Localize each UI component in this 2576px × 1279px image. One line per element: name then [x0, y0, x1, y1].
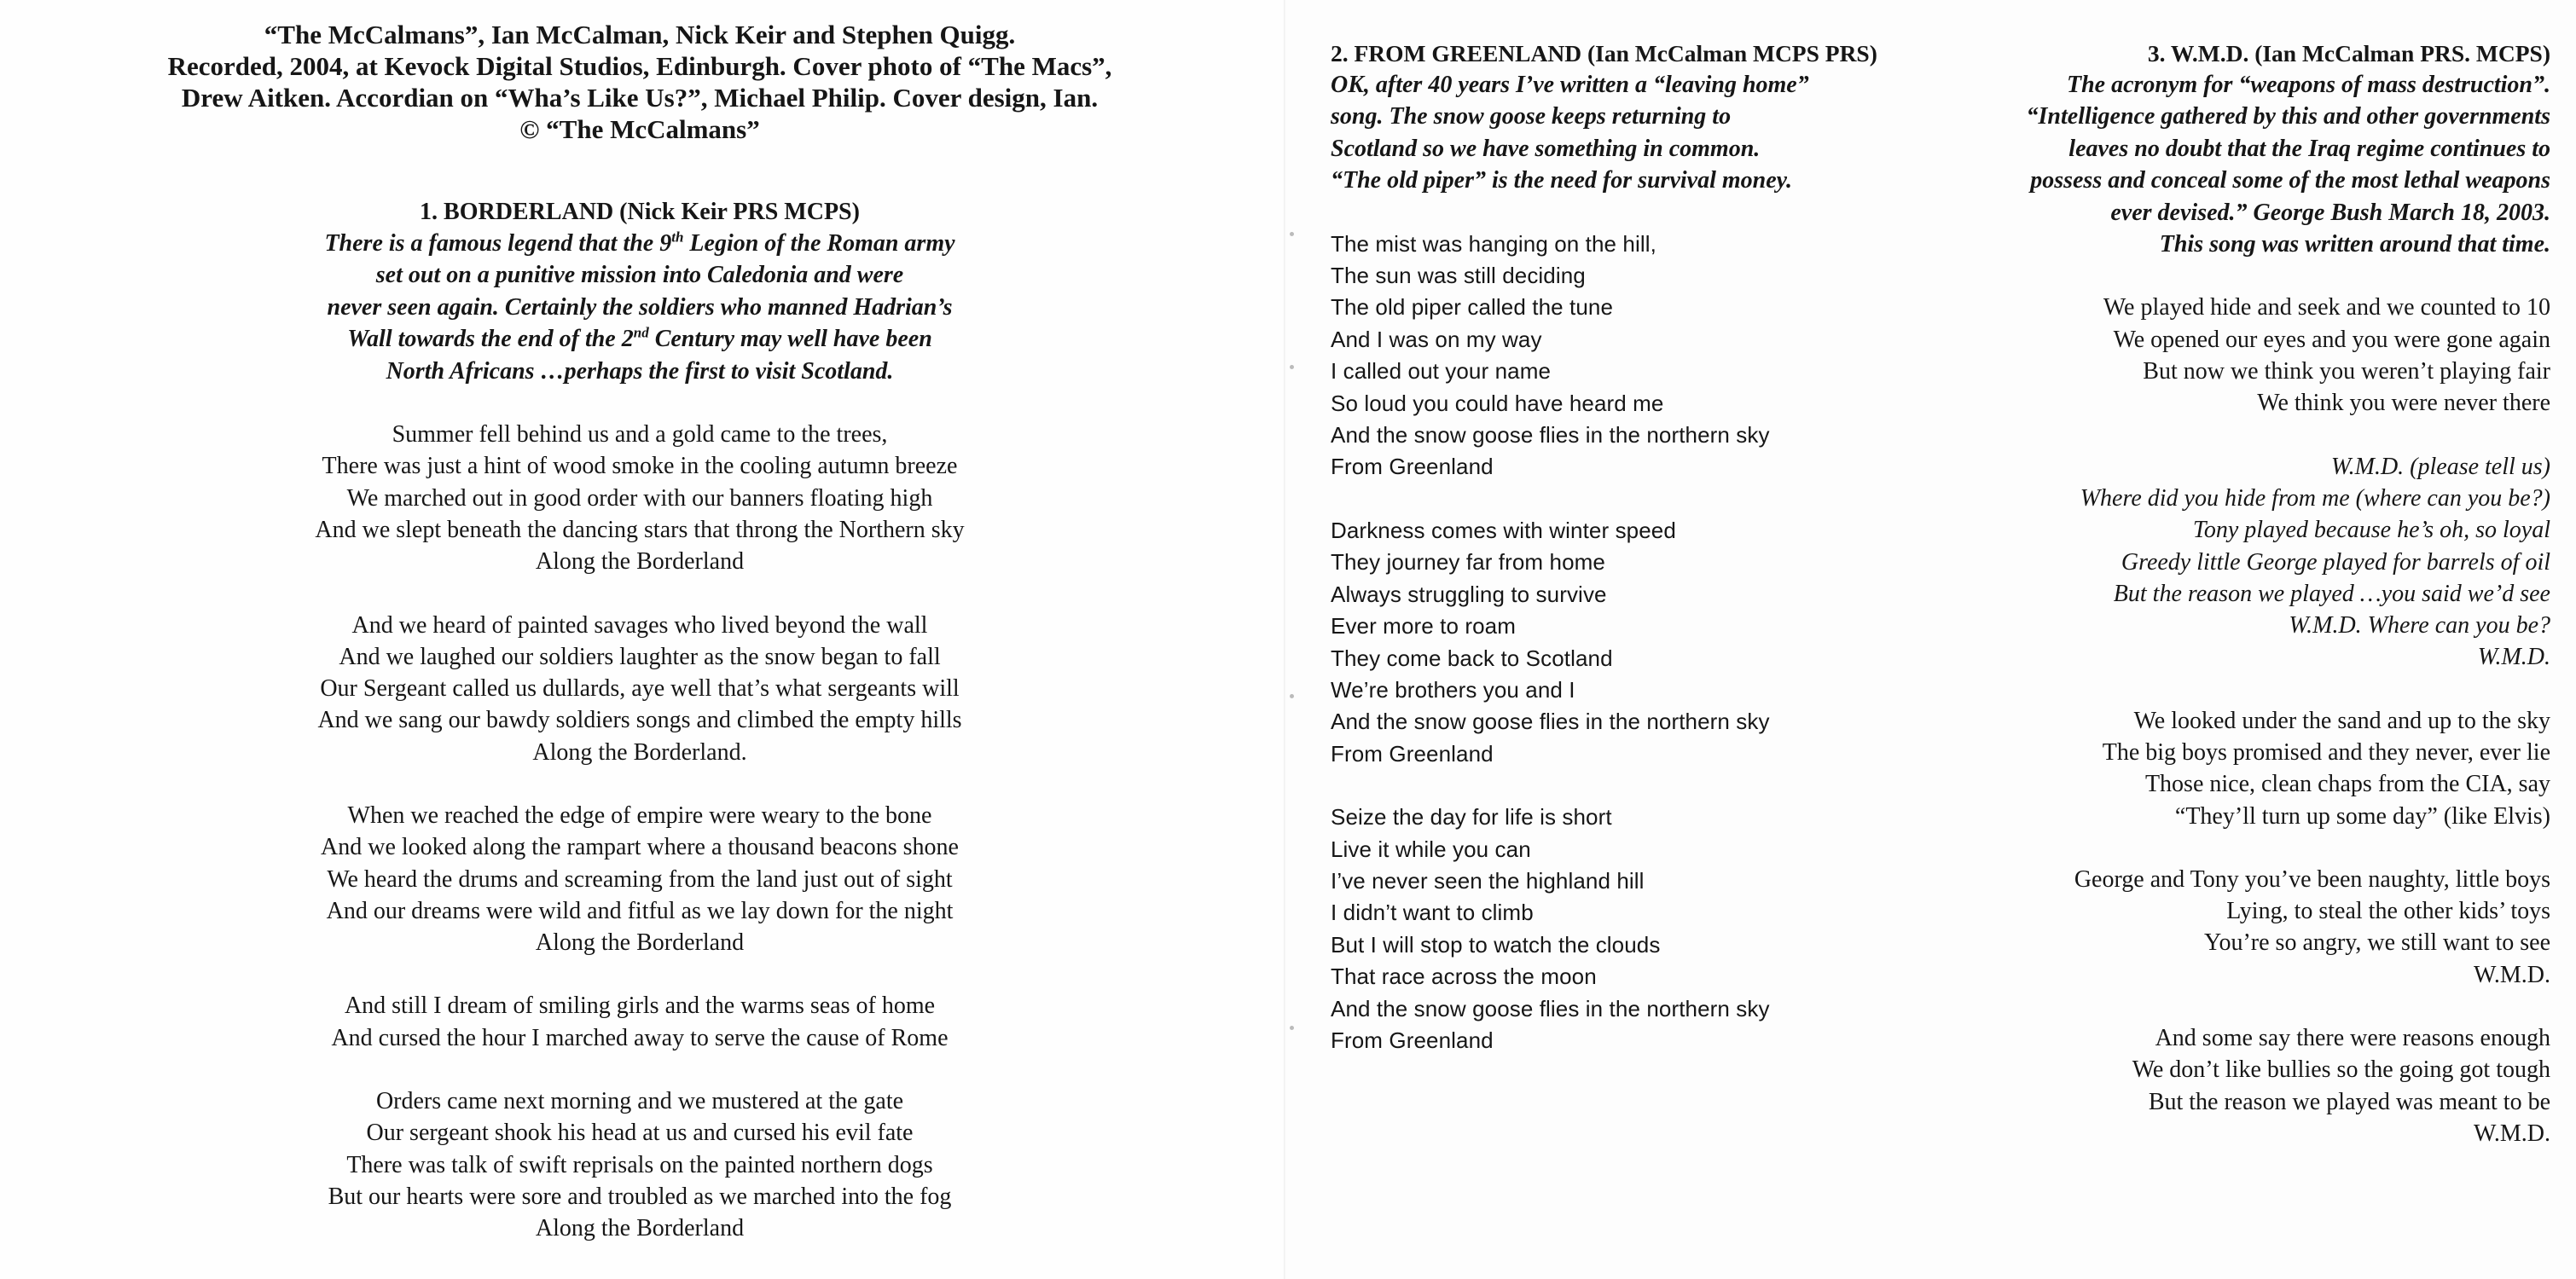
lyric-line: Orders came next morning and we mustered at the gate	[375, 1088, 904, 1115]
lyric-line: We don’t like bullies so the going got tough	[2132, 1056, 2550, 1084]
song-borderland	[171, 196, 1109, 1245]
lyric-line: That race across the moon	[1331, 964, 1597, 990]
lyric-line: And we laughed our soldiers laughter as the snow began to fall	[339, 643, 941, 670]
lyric-line: Along the Borderland.	[532, 738, 747, 766]
credits-line: Recorded, 2004, at Kevock Digital Studios, Edinburgh. Cover photo of “The Macs”,	[167, 51, 1112, 81]
stanza	[1331, 229, 1928, 483]
lyric-line: There was just a hint of wood smoke in the cooling autumn breeze	[322, 453, 958, 480]
intro-line: The acronym for “weapons of mass destruction”.	[2066, 72, 2550, 98]
lyric-line: And cursed the hour I marched away to serve the cause of Rome	[331, 1024, 949, 1051]
lyric-line: But our hearts were sore and troubled as we marched into the fog	[328, 1183, 952, 1210]
lyric-line: We marched out in good order with our banners floating high	[346, 484, 933, 512]
lyric-line: The sun was still deciding	[1331, 263, 1586, 289]
lyric-line: Tony played because he’s oh, so loyal	[2192, 517, 2550, 544]
lyric-line: When we reached the edge of empire were weary to the bone	[347, 802, 932, 829]
intro-line: Scotland so we have something in common.	[1331, 135, 1761, 162]
lyric-line: They journey far from home	[1331, 549, 1605, 576]
intro-line: “The old piper” is the need for survival money.	[1331, 167, 1793, 194]
lyric-line: But I will stop to watch the clouds	[1331, 931, 1661, 958]
lyric-line: We looked under the sand and up to the sky	[2133, 707, 2550, 734]
speck	[1290, 1026, 1294, 1030]
intro-line: leaves no doubt that the Iraq regime continues to	[2068, 135, 2550, 162]
stanza	[171, 610, 1109, 768]
lyric-line: W.M.D. (please tell us)	[2330, 453, 2550, 480]
lyric-line: W.M.D.	[2474, 1120, 2550, 1147]
lyric-line: But the reason we played …you said we’d see	[2113, 580, 2550, 607]
lyric-line: So loud you could have heard me	[1331, 390, 1664, 416]
lyric-line: We played hide and seek and we counted to 10	[2103, 294, 2550, 321]
lyric-line: You’re so angry, we still want to see	[2204, 929, 2550, 957]
lyric-line: We heard the drums and screaming from the land just out of sight	[327, 865, 953, 893]
intro-line: set out on a punitive mission into Caledonia and were	[375, 262, 904, 289]
lyric-line: We opened our eyes and you were gone again	[2113, 326, 2550, 353]
intro-line: There is a famous legend that the 9th Legion of the Roman army	[324, 229, 955, 257]
stanza	[1331, 802, 1928, 1056]
intro-line: North Africans …perhaps the first to visit Scotland.	[386, 357, 894, 385]
speck	[1290, 365, 1294, 369]
stanza	[1902, 292, 2550, 419]
song-lyrics	[1902, 292, 2550, 1149]
lyric-line: And our dreams were wild and fitful as we lay down for the night	[326, 897, 954, 924]
stanza	[171, 1085, 1109, 1244]
lyric-line: From Greenland	[1331, 1027, 1494, 1053]
stanza	[171, 419, 1109, 577]
lyric-line: Ever more to roam	[1331, 613, 1516, 640]
lyric-line: W.M.D. Where can you be?	[2289, 612, 2550, 640]
speck	[1290, 694, 1294, 698]
intro-line: possess and conceal some of the most lethal weapons	[2030, 167, 2550, 194]
lyric-line: Along the Borderland	[535, 929, 745, 957]
lyric-line: I called out your name	[1331, 358, 1552, 385]
lyric-line: W.M.D.	[2477, 644, 2550, 671]
lyric-line: Along the Borderland	[535, 1215, 745, 1242]
song-title: 3. W.M.D. (Ian McCalman PRS. MCPS)	[2147, 40, 2550, 67]
lyric-line: I didn’t want to climb	[1331, 900, 1534, 926]
song-intro	[1902, 69, 2550, 260]
stanza	[171, 800, 1109, 958]
lyric-line: And we looked along the rampart where a thousand beacons shone	[321, 834, 959, 861]
stanza	[1902, 705, 2550, 832]
lyric-line: George and Tony you’ve been naughty, little boys	[2074, 865, 2550, 893]
lyric-line: And we heard of painted savages who lived beyond the wall	[351, 611, 928, 639]
album-credits	[68, 19, 1211, 145]
lyric-line: Our Sergeant called us dullards, aye well that’s what sergeants will	[320, 675, 960, 703]
lyric-line: And some say there were reasons enough	[2155, 1025, 2550, 1052]
lyric-line: Lying, to steal the other kids’ toys	[2226, 898, 2550, 925]
chorus	[1902, 451, 2550, 674]
stanza	[1331, 515, 1928, 770]
intro-line: This song was written around that time.	[2159, 231, 2550, 258]
credits-line: Drew Aitken. Accordian on “Wha’s Like Us?”, Michael Philip. Cover design, Ian.	[181, 83, 1099, 113]
lyric-line: Live it while you can	[1331, 836, 1531, 862]
lyric-line: Greedy little George played for barrels of oil	[2121, 548, 2550, 576]
song-intro	[171, 228, 1109, 387]
lyric-line: And we sang our bawdy soldiers songs and climbed the empty hills	[317, 707, 962, 734]
lyric-line: We’re brothers you and I	[1331, 676, 1575, 703]
lyric-line: W.M.D.	[2474, 961, 2550, 988]
credits-line: © “The McCalmans”	[519, 114, 760, 144]
lyric-line: The old piper called the tune	[1331, 294, 1614, 321]
song-from-greenland	[1331, 38, 1928, 1056]
lyric-line: And the snow goose flies in the northern sky	[1331, 709, 1770, 735]
lyric-line: Seize the day for life is short	[1331, 804, 1612, 830]
lyric-line: But the reason we played was meant to be	[2148, 1088, 2550, 1115]
lyric-line: Where did you hide from me (where can you be?)	[2080, 484, 2550, 512]
intro-line: “Intelligence gathered by this and other governments	[2026, 103, 2550, 130]
lyric-line: Our sergeant shook his head at us and cursed his evil fate	[366, 1120, 914, 1147]
stanza	[1902, 864, 2550, 991]
intro-line: Wall towards the end of the 2nd Century may well have been	[347, 324, 932, 353]
lyric-line: Along the Borderland	[535, 548, 745, 576]
lyric-line: Those nice, clean chaps from the CIA, say	[2144, 771, 2550, 798]
lyric-line: The mist was hanging on the hill,	[1331, 230, 1656, 257]
lyric-line: I’ve never seen the highland hill	[1331, 867, 1645, 894]
lyric-line: And the snow goose flies in the northern sky	[1331, 995, 1770, 1021]
lyric-line: But now we think you weren’t playing fair	[2143, 358, 2550, 385]
stanza	[1902, 1022, 2550, 1149]
lyric-line: Always struggling to survive	[1331, 581, 1607, 607]
song-intro	[1331, 69, 1928, 197]
intro-line: ever devised.” George Bush March 18, 2003.	[2110, 199, 2550, 226]
lyric-line: There was talk of swift reprisals on the painted northern dogs	[346, 1151, 933, 1178]
stanza	[171, 990, 1109, 1054]
lyric-line: From Greenland	[1331, 740, 1494, 767]
intro-line: never seen again. Certainly the soldiers who manned Hadrian’s	[327, 293, 953, 321]
speck	[1290, 232, 1294, 236]
song-lyrics	[171, 419, 1109, 1245]
lyric-line: From Greenland	[1331, 454, 1494, 480]
credits-line: “The McCalmans”, Ian McCalman, Nick Keir and Stephen Quigg.	[264, 20, 1016, 49]
lyric-line: They come back to Scotland	[1331, 645, 1613, 671]
song-wmd	[1902, 38, 2550, 1149]
lyric-line: The big boys promised and they never, ever lie	[2102, 739, 2550, 766]
song-lyrics	[1331, 229, 1928, 1057]
lyric-line: We think you were never there	[2257, 390, 2550, 417]
lyric-line: And the snow goose flies in the northern sky	[1331, 422, 1770, 449]
page-fold	[1284, 0, 1286, 1279]
lyric-line: Darkness comes with winter speed	[1331, 517, 1676, 543]
intro-line: song. The snow goose keeps returning to	[1331, 103, 1732, 130]
lyric-line: And I was on my way	[1331, 326, 1542, 352]
song-title: 2. FROM GREENLAND (Ian McCalman MCPS PRS)	[1331, 40, 1877, 67]
song-title: 1. BORDERLAND (Nick Keir PRS MCPS)	[420, 199, 860, 225]
intro-line: OK, after 40 years I’ve written a “leaving home”	[1331, 72, 1809, 98]
lyric-line: Summer fell behind us and a gold came to the trees,	[392, 421, 888, 449]
lyric-line: “They’ll turn up some day” (like Elvis)	[2174, 802, 2550, 830]
lyric-line: And we slept beneath the dancing stars that throng the Northern sky	[315, 516, 965, 543]
lyric-line: And still I dream of smiling girls and the warms seas of home	[344, 993, 936, 1020]
